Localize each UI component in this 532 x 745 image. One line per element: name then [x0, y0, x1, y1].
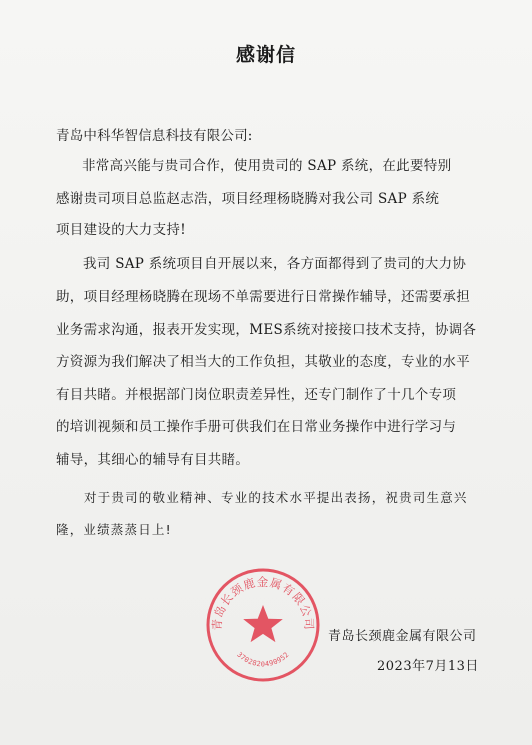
closing-line: 隆，业绩蒸蒸日上!	[56, 522, 172, 537]
closing-line: 对于贵司的敬业精神、专业的技术水平提出表扬，祝贵司生意兴	[84, 490, 468, 505]
seal-company-text: 青岛长颈鹿金属有限公司	[209, 574, 317, 632]
paragraph-2-line: 的培训视频和员工操作手册可供我们在日常业务操作中进行学习与	[56, 419, 457, 435]
paragraph-2-line: 有目共睹。并根据部门岗位职责差异性，还专门制作了十几个专项	[56, 387, 457, 403]
paragraph-2-line: 业务需求沟通，报表开发实现，MES系统对接接口技术支持，协调各	[56, 322, 477, 338]
letter-date: 2023年7月13日	[377, 659, 479, 674]
seal-star-icon	[243, 605, 283, 642]
paragraph-1-line: 项目建设的大力支持!	[56, 222, 186, 238]
paragraph-2-line: 辅导，其细心的辅导有目共睹。	[56, 452, 250, 468]
letter-title: 感谢信	[235, 44, 296, 66]
seal-number-text: 3702820490952	[235, 650, 291, 669]
paragraph-2-line: 助，项目经理杨晓腾在现场不单需要进行日常操作辅导，还需要承担	[56, 289, 470, 305]
paragraph-2-line: 方资源为我们解决了相当大的工作负担，其敬业的态度，专业的水平	[56, 354, 470, 370]
company-seal	[203, 565, 323, 685]
paragraph-1-line: 感谢贵司项目总监赵志浩，项目经理杨晓腾对我公司 SAP 系统	[56, 191, 440, 207]
sender-company: 青岛长颈鹿金属有限公司	[328, 629, 477, 644]
paragraph-1-line: 非常高兴能与贵司合作，使用贵司的 SAP 系统，在此要特别	[82, 158, 452, 174]
paragraph-2-line: 我司 SAP 系统项目自开展以来，各方面都得到了贵司的大力协	[83, 256, 467, 272]
recipient-line: 青岛中科华智信息科技有限公司:	[56, 128, 253, 144]
